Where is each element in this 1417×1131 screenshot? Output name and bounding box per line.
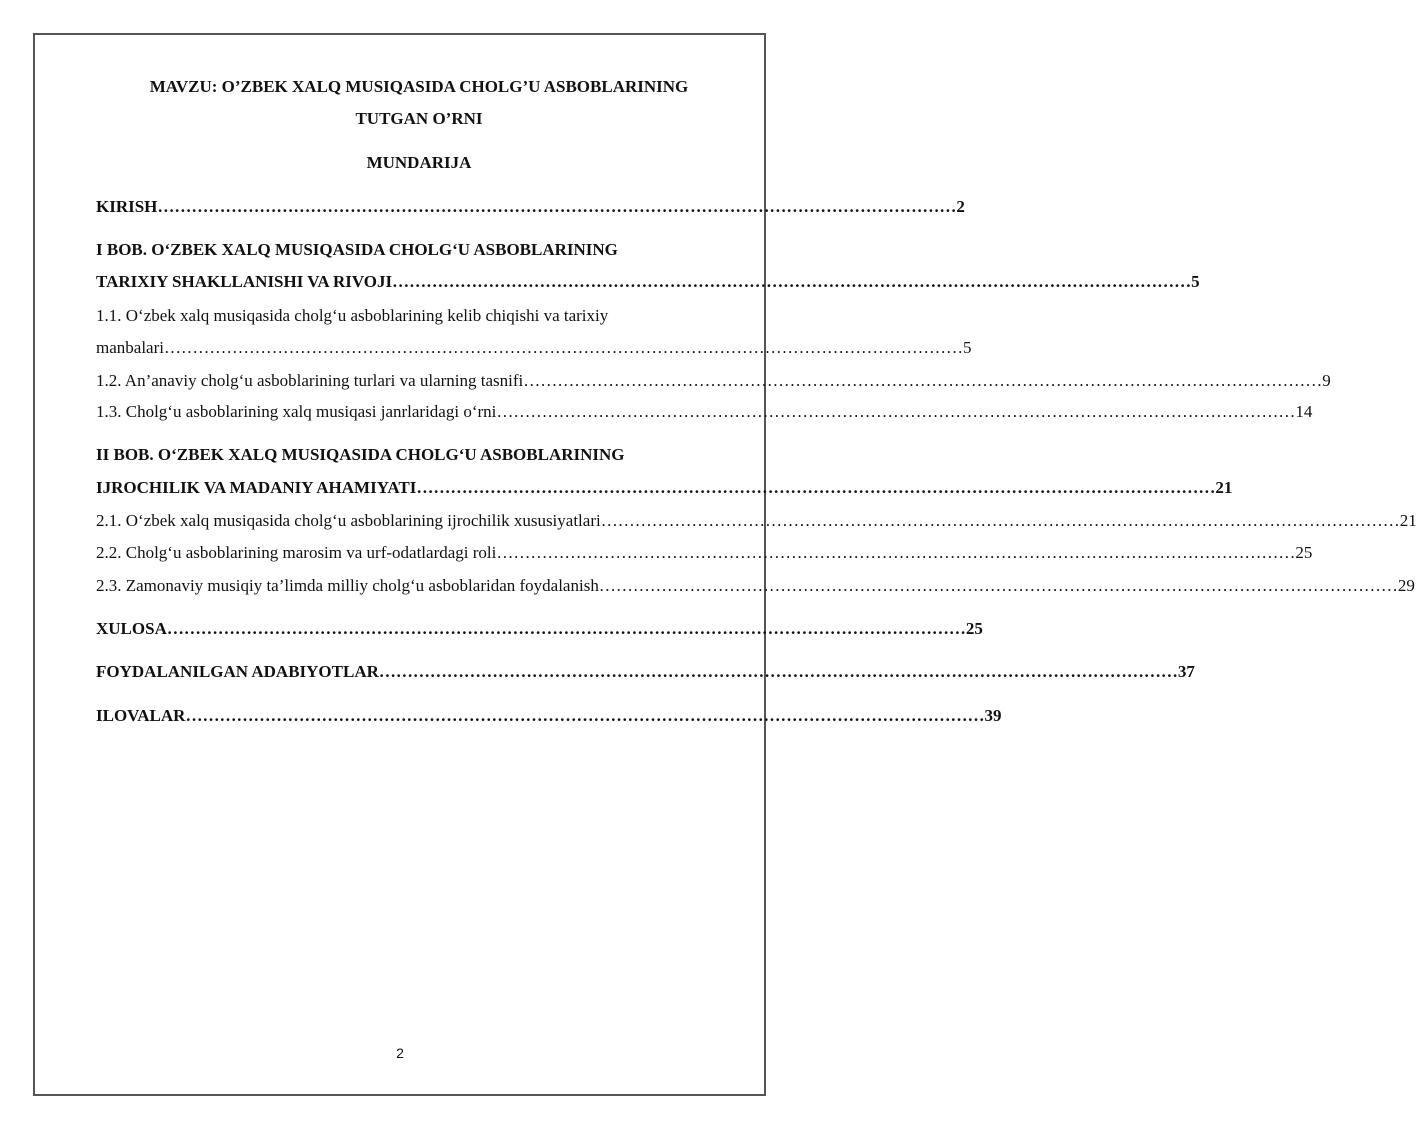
toc-leader-dots: …………………………………………………………………………………………………………………………… [392,272,1192,291]
toc-leader-dots: …………………………………………………………………………………………………………………………… [163,338,963,357]
toc-entry-page: 25 [965,619,983,638]
toc-entry-page: 37 [1177,662,1195,681]
toc-entry-2-3[interactable] [96,574,1415,598]
toc-entry-1-1-line1[interactable] [96,304,736,328]
toc-leader-dots: …………………………………………………………………………………………………………………………… [600,511,1400,530]
toc-entry-label: KIRISH [96,197,158,216]
toc-leader-dots: …………………………………………………………………………………………………………………………… [496,402,1296,421]
page-number: 2 [396,1045,404,1061]
toc-entry-label: FOYDALANILGAN ADABIYOTLAR [96,662,379,681]
toc-entry-label: TARIXIY SHAKLLANISHI VA RIVOJI [96,272,393,291]
toc-entry-page: 14 [1295,402,1313,421]
toc-entry-page: 5 [1191,272,1200,291]
toc-leader-dots: …………………………………………………………………………………………………………………………… [416,478,1216,497]
toc-entry-label: 1.2. An’anaviy cholg‘u asboblarining turlari va ularning tasnifi [96,371,524,390]
toc-entry-label: 1.1. O‘zbek xalq musiqasida cholg‘u asboblarining kelib chiqishi va tarixiy [96,306,609,325]
toc-entry-1-1-line2[interactable] [96,336,972,360]
toc-entry-label: 2.3. Zamonaviy musiqiy ta’limda milliy cholg‘u asboblaridan foydalanish [96,576,599,595]
toc-entry-page: 2 [956,197,965,216]
toc-entry-label: 1.3. Cholg‘u asboblarining xalq musiqasi janrlaridagi o‘rni [96,402,497,421]
toc-entry-chapter2-line1[interactable] [96,443,736,467]
toc-entry-label: II BOB. O‘ZBEK XALQ MUSIQASIDA CHOLG‘U ASBOBLARINING [96,445,625,464]
toc-entry-ilovalar[interactable] [96,704,1002,728]
toc-entry-page: 9 [1322,371,1331,390]
toc-entry-page: 29 [1397,576,1415,595]
toc-entry-page: 25 [1295,543,1313,562]
toc-entry-kirish[interactable] [96,195,965,219]
topic-title-line2: TUTGAN O’RNI [355,109,483,128]
toc-entry-xulosa[interactable] [96,617,983,641]
toc-entry-page: 21 [1399,511,1417,530]
toc-entry-chapter2-line2[interactable] [96,476,1233,500]
toc-entry-chapter1-line2[interactable] [96,270,1200,294]
toc-entry-label: manbalari [96,338,164,357]
toc-entry-1-3[interactable] [96,400,1313,424]
toc-entry-page: 21 [1215,478,1233,497]
toc-heading: MUNDARIJA [366,153,472,172]
toc-leader-dots: …………………………………………………………………………………………………………………………… [166,619,966,638]
toc-entry-page: 5 [962,338,972,357]
toc-entry-label: XULOSA [96,619,167,638]
toc-entry-2-1[interactable] [96,509,1417,533]
toc-entry-label: 2.2. Cholg‘u asboblarining marosim va urf-odatlardagi roli [96,543,497,562]
toc-entry-1-2[interactable] [96,369,1331,393]
toc-leader-dots: …………………………………………………………………………………………………………………………… [157,197,957,216]
toc-entry-chapter1-line1[interactable] [96,238,736,262]
toc-entry-label: I BOB. O‘ZBEK XALQ MUSIQASIDA CHOLG‘U ASBOBLARINING [96,240,618,259]
topic-title-line1: MAVZU: O’ZBEK XALQ MUSIQASIDA CHOLG’U ASBOBLARINING [149,77,689,96]
toc-entry-page: 39 [984,706,1002,725]
toc-leader-dots: …………………………………………………………………………………………………………………………… [496,543,1296,562]
toc-leader-dots: …………………………………………………………………………………………………………………………… [523,371,1323,390]
toc-leader-dots: …………………………………………………………………………………………………………………………… [378,662,1178,681]
toc-entry-label: IJROCHILIK VA MADANIY AHAMIYATI [96,478,417,497]
toc-entry-2-2[interactable] [96,541,1313,565]
toc-entry-label: 2.1. O‘zbek xalq musiqasida cholg‘u asboblarining ijrochilik xususiyatlari [96,511,601,530]
toc-leader-dots: …………………………………………………………………………………………………………………………… [598,576,1398,595]
toc-entry-label: ILOVALAR [96,706,186,725]
toc-entry-adabiyotlar[interactable] [96,660,1195,684]
toc-leader-dots: …………………………………………………………………………………………………………………………… [185,706,985,725]
